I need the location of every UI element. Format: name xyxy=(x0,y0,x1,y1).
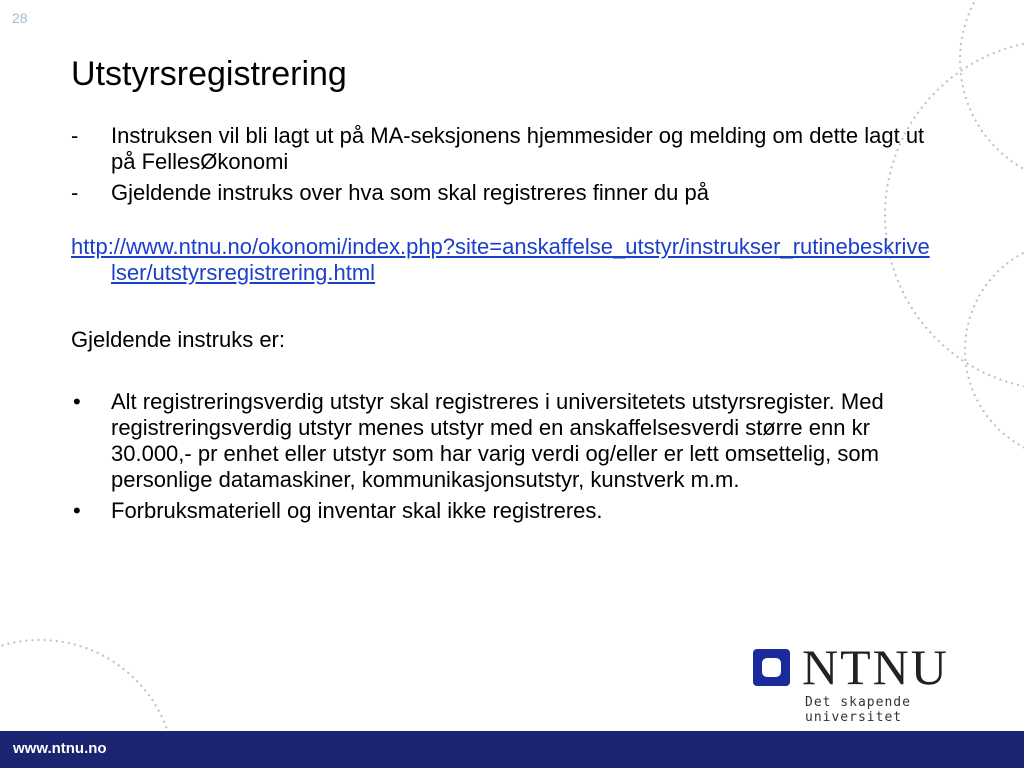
logo-wordmark: NTNU xyxy=(802,639,949,695)
ntnu-logo xyxy=(753,639,1003,725)
logo-tagline: Det skapende universitet xyxy=(805,695,911,725)
bullet-list xyxy=(71,389,931,524)
bullet-marker: • xyxy=(73,389,81,414)
dash-item-text: Instruksen vil bli lagt ut på MA-seksjonens hjemmesider og melding om dette lagt ut på FellesØkonomi xyxy=(111,123,925,174)
dash-item-text: Gjeldende instruks over hva som skal registreres finner du på xyxy=(111,180,709,205)
bullet-list-item xyxy=(71,498,931,524)
dash-list-item xyxy=(71,123,931,175)
bullet-marker: • xyxy=(73,498,81,523)
dash-list-item xyxy=(71,180,931,206)
page-number: 28 xyxy=(12,10,28,26)
dash-marker: - xyxy=(71,123,79,148)
bullet-item-text: Forbruksmateriell og inventar skal ikke registreres. xyxy=(111,498,603,523)
instruction-heading: Gjeldende instruks er: xyxy=(71,327,285,352)
ntnu-logo-icon xyxy=(753,649,790,686)
dash-marker: - xyxy=(71,180,79,205)
footer-url: www.ntnu.no xyxy=(13,740,107,757)
bullet-item-text: Alt registreringsverdig utstyr skal registreres i universitetets utstyrsregister. Med registreringsverdig utstyr menes utstyr med en anskaffelsesverdi større enn kr 30.000,- pr enhet eller utstyr som har varig verdi og/eller er lett omsettelig, som personlige datamaskiner, kommunikasjonsutstyr, kunstverk m.m. xyxy=(111,389,884,492)
instruction-link[interactable]: http://www.ntnu.no/okonomi/index.php?site=anskaffelse_utstyr/instrukser_rutinebeskrivelser/utstyrsregistrering.html xyxy=(71,234,930,285)
bullet-list-item xyxy=(71,389,931,493)
slide-title: Utstyrsregistrering xyxy=(71,55,347,93)
footer-bar xyxy=(0,731,1024,768)
slide-content xyxy=(71,123,931,529)
